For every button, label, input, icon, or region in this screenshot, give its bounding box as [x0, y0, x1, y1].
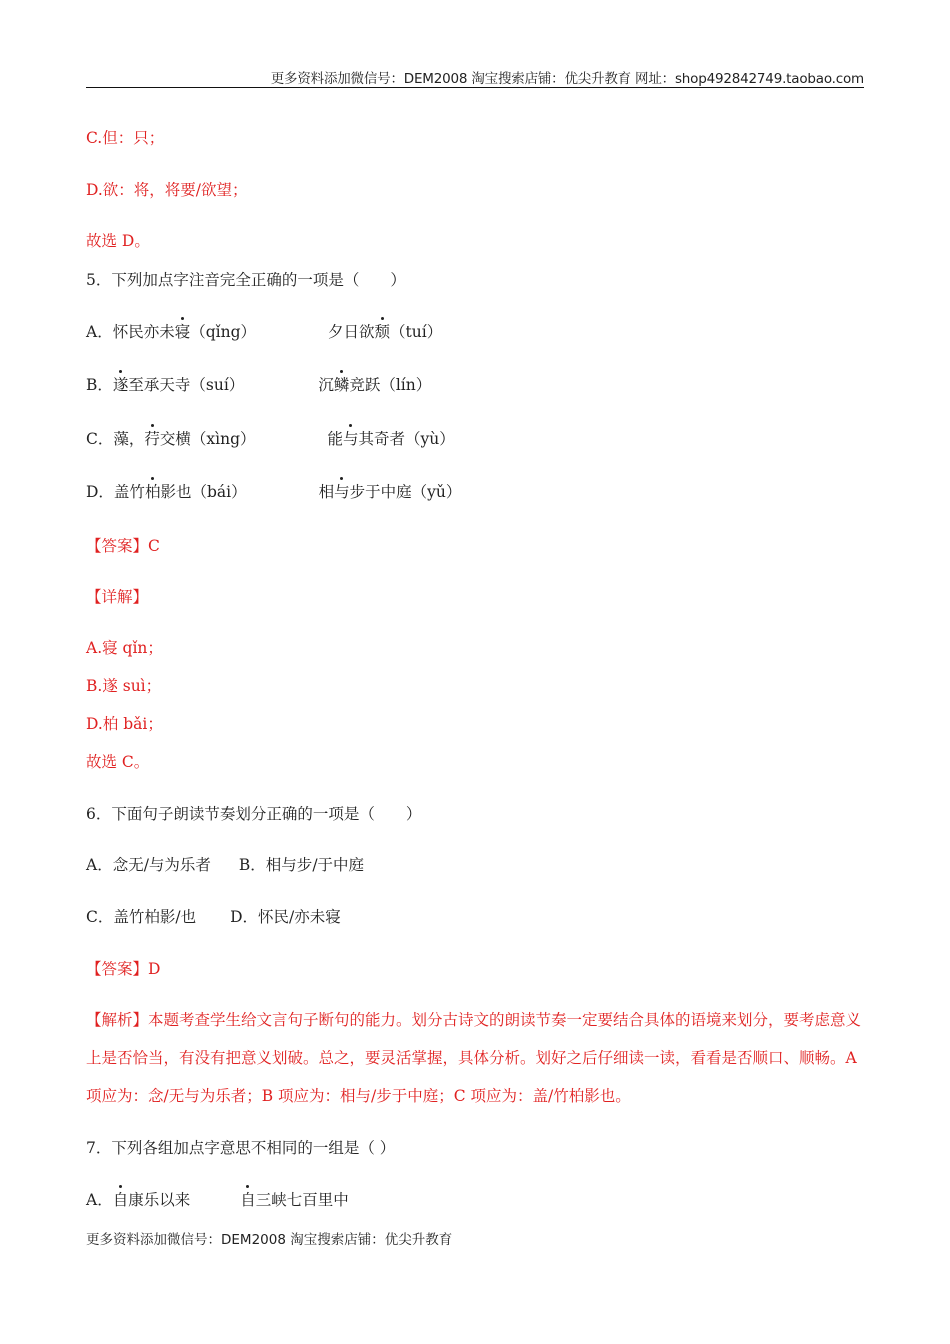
q5-detail-b: B.遂 suì； — [86, 677, 162, 695]
dotted-char: 柏 — [144, 483, 161, 501]
prev-conclusion: 故选 D。 — [86, 232, 150, 250]
q5-stem: 5．下列加点字注音完全正确的一项是（ ） — [86, 271, 406, 289]
q5-option-b: B．遂至承天寺（suí） 沉鳞竞跃（lín） — [86, 376, 432, 394]
q5-detail-a: A.寝 qǐn； — [86, 639, 163, 657]
q5-detail-d: D.柏 bǎi； — [86, 715, 163, 733]
option-c-explanation: C.但：只； — [86, 129, 165, 147]
dotted-char: 遂 — [112, 376, 129, 394]
dotted-char: 与 — [343, 430, 359, 448]
q5-option-d: D．盖竹柏影也（bái） 相与步于中庭（yǔ） — [86, 483, 462, 501]
q6-options-ab: A．念无/与为乐者 B．相与步/于中庭 — [86, 856, 365, 874]
q5-detail-label: 【详解】 — [86, 588, 149, 606]
q5-option-c: C．藻，荇交横（xìng） 能与其奇者（yù） — [86, 430, 455, 448]
q6-options-cd: C．盖竹柏影/也 D．怀民/亦未寝 — [86, 908, 341, 926]
page-header: 更多资料添加微信号：DEM2008 淘宝搜索店铺：优尖升教育 网址：shop492842749.taobao.com — [270, 71, 864, 87]
dotted-char: 鳞 — [333, 376, 350, 394]
q7-stem: 7．下列各组加点字意思不相同的一组是（ ） — [86, 1139, 396, 1157]
dotted-char: 自 — [112, 1191, 129, 1209]
q5-conclusion: 故选 C。 — [86, 753, 150, 771]
q7-option-a: A．自康乐以来 自三峡七百里中 — [86, 1191, 349, 1209]
dotted-char: 荇 — [144, 430, 160, 448]
q5-option-a: A．怀民亦未寝（qǐng） 夕日欲颓（tuí） — [86, 323, 443, 341]
q6-analysis: 【解析】本题考查学生给文言句子断句的能力。划分古诗文的朗读节奏一定要结合具体的语境来划分，要考虑意义上是否恰当，有没有把意义划破。总之，要灵活掌握，具体分析。划好之后仔细读一读，看看是否顺口、顺畅。A 项应为：念/无与为乐者；B 项应为：相与/步于中庭；C 项应为：盖/竹柏影也。 — [86, 1011, 862, 1105]
q6-answer: 【答案】D — [86, 960, 161, 978]
dotted-char: 自 — [240, 1191, 256, 1209]
header-divider — [86, 87, 864, 88]
q6-stem: 6．下面句子朗读节奏划分正确的一项是（ ） — [86, 805, 422, 823]
q5-answer: 【答案】C — [86, 537, 160, 555]
dotted-char: 颓 — [374, 323, 391, 341]
option-d-explanation: D.欲：将，将要/欲望； — [86, 181, 248, 199]
dotted-char: 寝 — [174, 323, 191, 341]
page-footer: 更多资料添加微信号：DEM2008 淘宝搜索店铺：优尖升教育 — [86, 1232, 453, 1248]
dotted-char: 与 — [334, 483, 350, 501]
